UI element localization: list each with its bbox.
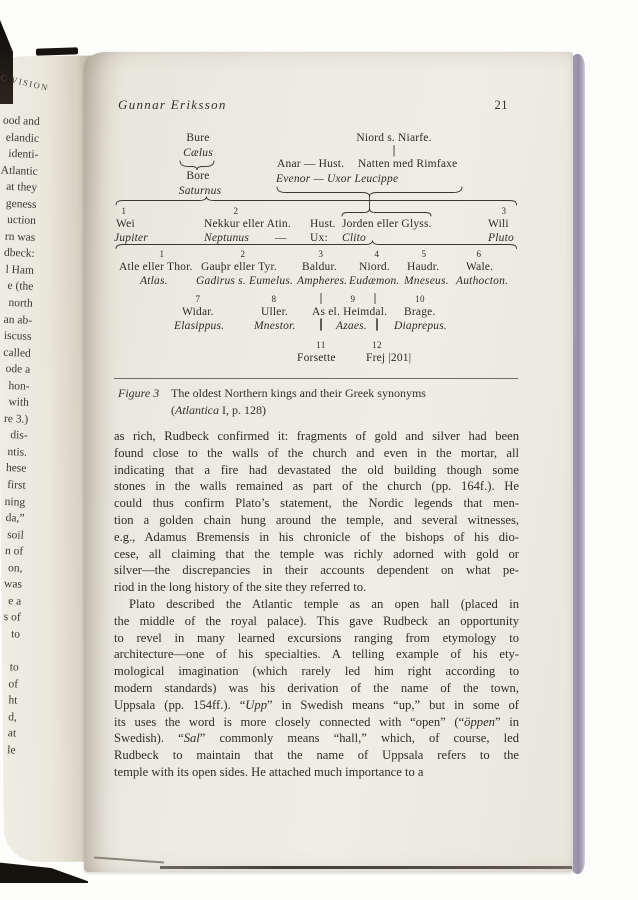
body-text-segment: öppen [464,714,495,729]
figure-node-greek: Elasippus. [174,320,225,332]
right-page [84,52,573,872]
figure-number: 2 [233,206,239,216]
left-page-text-fragment: geness [5,197,37,211]
figure-number: 9 [350,294,356,304]
left-page-text-fragment: ode a [5,363,31,377]
body-text-line [114,697,519,714]
page-content [114,52,520,872]
figure-number: 3 [501,206,507,216]
body-text-segment: the middle of the royal palace). This gave Rudbeck an opportunity [114,613,519,628]
body-text-segment: indicating that a fire had devastated the old building though some [114,462,519,477]
figure-number: 11 [316,340,326,350]
left-page-text-fragment: ning [4,495,26,509]
body-text-line [114,613,519,630]
left-page-text-fragment: with [8,396,30,410]
figure-number: 5 [421,249,427,259]
figure-node: Wili [488,218,509,230]
left-page-text-fragment [0,642,20,660]
body-text-line [114,495,519,512]
body-text-segment: e.g., Adamus Bremensis in his chronicle of the bishops of his dio- [114,529,519,544]
figure-node-greek: Diaprepus. [394,320,448,332]
body-text-line [114,462,519,479]
figure-number: 8 [271,294,277,304]
left-page-text-fragment: hese [5,462,27,476]
body-text-segment: Rudbeck to maintain that the name of Uppsala refers to the [114,748,519,763]
left-page-text-fragment: hon- [8,379,30,393]
body-text-line [114,529,519,546]
figure-node-greek: Neptunus [204,232,250,244]
body-text-segment: to revel in many learned excursions ranging from etymology to [114,630,519,645]
figure-node: Bure [186,132,210,144]
figure-node: Natten med Rimfaxe [358,158,458,170]
figure-node: Jorden eller Glyss. [342,218,432,230]
body-text-segment: tion a golden chain hung around the temple, and several witnesses, [114,512,519,527]
figure-node-greek: Atlas. [140,275,168,287]
left-page-text-fragment: re 3.) [3,412,29,426]
left-page-text-fragment: on, [7,561,23,575]
body-text-segment: as rich, Rudbeck confirmed it: fragments of gold and silver had been [114,429,519,443]
overbrace-jorden [342,209,431,217]
left-page-text-fragment: an ab- [3,313,33,327]
left-page-text-fragment: e a [7,595,22,608]
book-cover-corner-top-left [0,20,13,104]
body-text-segment: modern standards) was his derivation of the name of the town, [114,680,519,695]
body-text-segment: could thus confirm Plato’s statement, the Nordic legends that men- [114,496,519,511]
left-page-text-fragment: soil [6,528,25,542]
left-page-text-fragment: e (the [7,280,34,294]
figure-dash: — [275,232,287,244]
body-text-line [114,747,519,764]
figure-caption-title: The oldest Northern kings and their Greek synonyms [171,386,426,400]
figure-node-greek: Saturnus [178,185,222,197]
body-text-segment: cese, all claiming that the temple was richly adorned with gold or [114,546,519,561]
body-text-line [114,646,519,663]
left-page-text-fragment: da,” [5,512,25,525]
figure-number: 12 [372,340,382,350]
left-page-text-fragment: of [8,677,19,691]
left-page-running-header: C VISION [0,72,50,93]
figure-number: 2 [240,249,246,259]
overbrace-generation1 [116,197,517,206]
figure-node: Forsette [297,352,336,364]
body-text-line [114,596,519,613]
body-text-segment: ” in Swedish means “up,” but in some of [267,697,519,712]
figure-node-greek: Ampheres. [297,275,348,287]
body-text-line [114,579,519,596]
figure-node: Haudr. [407,261,440,273]
caption-source-text: ( [171,403,175,417]
figure-node: Anar — Hust. [277,158,345,170]
left-page-text-fragment: Atlantic [0,164,39,178]
left-page-text-fragment: at [7,727,17,740]
left-page-text-fragment: iscuss [3,329,32,343]
figure-node: Niord s. Niarfe. [356,132,432,144]
caption-source-text: I, p. 128) [219,403,266,417]
left-page-text-fragment: uction [6,214,37,228]
figure-node: Bore [186,170,210,182]
figure-number: 10 [415,294,425,304]
left-page-text-fragment: s of [3,611,21,625]
left-page-text-fragment: rn was [4,230,36,244]
left-page-text-fragment: ntis. [7,445,28,459]
body-text-segment: Swedish). “ [114,731,184,746]
body-text-line [114,512,519,529]
figure-node-greek: Azaes. [336,320,367,332]
underbrace-evenor [277,187,462,197]
figure-node: Uller. [261,306,289,318]
body-text-line [114,428,519,445]
body-text-segment: temple with its open sides. He attached much importance to a [114,764,424,779]
figure-node: As el. Heimdal. [312,306,388,318]
figure-node: Frej |201| [366,352,412,364]
body-text-line [114,663,519,680]
body-text-segment: architecture—one of his specialties. A telling example of his ety- [114,647,519,662]
body-text-segment: ” in [494,714,519,729]
body-text-line [114,730,519,747]
left-page-text-fragment: dis- [10,429,28,443]
genealogy-figure [114,130,520,370]
left-page-text-fragment: n of [4,545,24,558]
body-text-segment: its uses the word is more closely connected with “open” (“ [114,714,465,729]
left-page-text-fragment: ood and [2,114,40,128]
figure-caption-source [171,403,266,418]
figure-node: Widar. [182,306,214,318]
figure-node: Brage. [404,306,436,318]
body-text-line [114,562,519,579]
left-page-text-fragment: dbeck: [3,247,35,261]
figure-caption-label: Figure 3 [118,386,160,400]
body-text-line [114,445,519,462]
figure-rule [114,378,518,379]
figure-node-greek: Pluto [488,232,514,244]
body-text-segment: riod in the long history of the site they referred to. [114,580,367,595]
figure-node-greek: Mnestor. [254,320,296,332]
figure-node: Wei [116,218,135,230]
body-text-segment: mological imagination (which rarely led him right according to [114,664,519,679]
figure-node: Atle eller Thor. [119,261,193,273]
body-text-segment: Plato described the Atlantic temple as an open hall (placed in [129,596,519,611]
figure-node-greek: Eudæmon. [349,275,400,287]
body-text-segment: ” commonly means “hall,” which, of course, led [199,731,520,746]
body-text-line [114,478,519,495]
page-bottom-edge-shadow [160,866,572,869]
page-top-gap-shadow [36,47,78,55]
figure-node: Wale. [466,261,494,273]
running-header-author: Gunnar Eriksson [118,97,227,112]
left-page-text-fragment: l Ham [5,263,35,277]
figure-number: 3 [318,249,324,259]
left-page-text-fragment: first [6,479,26,492]
left-page-text-fragment: le [7,743,16,757]
left-page-text-fragment: to [9,661,19,674]
figure-node: Gauþr eller Tyr. [201,261,277,273]
left-page-text-fragment: was [3,578,23,591]
left-page-text-fragment: called [3,346,32,360]
page-number: 21 [494,98,508,112]
left-page-text-fragment: north [8,296,33,310]
caption-source-work: Atlantica [175,403,219,417]
figure-number: 7 [195,294,201,304]
figure-number: 4 [374,249,380,259]
body-text-segment: silver—the discrepancies in their accounts dependent on what pe- [114,563,519,578]
figure-node-greek: Cælus [183,147,213,159]
left-page-text-fragment: to [10,628,21,641]
body-text-segment: Upp [245,697,267,712]
body-text-segment: Sal [183,731,200,746]
left-page-text-fragment: ht [8,694,18,707]
body-text-line [114,630,519,647]
left-page-text-fragment: d, [7,710,18,724]
body-text-segment: Uppsala (pp. 154ff.). “ [114,697,246,712]
body-text [114,428,519,781]
figure-node-greek: Gadirus s. Eumelus. [196,275,294,287]
figure-node-greek: Clito [342,232,367,244]
body-text-line [114,680,519,697]
body-text-segment: found close to the walls of the church and even in the mortar, all [114,445,519,460]
figure-node: Baldur. [302,261,337,273]
figure-node-greek: Authocton. [456,275,509,287]
left-page-text-fragment: identi- [8,147,39,162]
left-page-text-fragment: at they [5,180,38,195]
body-text-line [114,714,519,731]
figure-node-greek: Evenor — Uxor Leucippe [276,173,399,185]
figure-number: 1 [121,206,127,216]
left-page-text-fragment: elandic [5,131,40,145]
figure-number: 6 [476,249,482,259]
body-text-line [114,546,519,563]
figure-node: Nekkur eller Atin. [204,218,291,230]
underbrace-caelus [180,161,214,170]
figure-node: Ux: [310,232,328,244]
figure-node-greek: Jupiter [114,232,148,244]
body-text-line [114,764,519,781]
figure-node: Hust. [310,218,336,230]
figure-node-greek: Mneseus. [404,275,449,287]
body-text-segment: stones in the walls remained as part of the church (pp. 164f.). He [114,479,519,494]
figure-node: Niord. [359,261,390,273]
figure-number: 1 [159,249,165,259]
